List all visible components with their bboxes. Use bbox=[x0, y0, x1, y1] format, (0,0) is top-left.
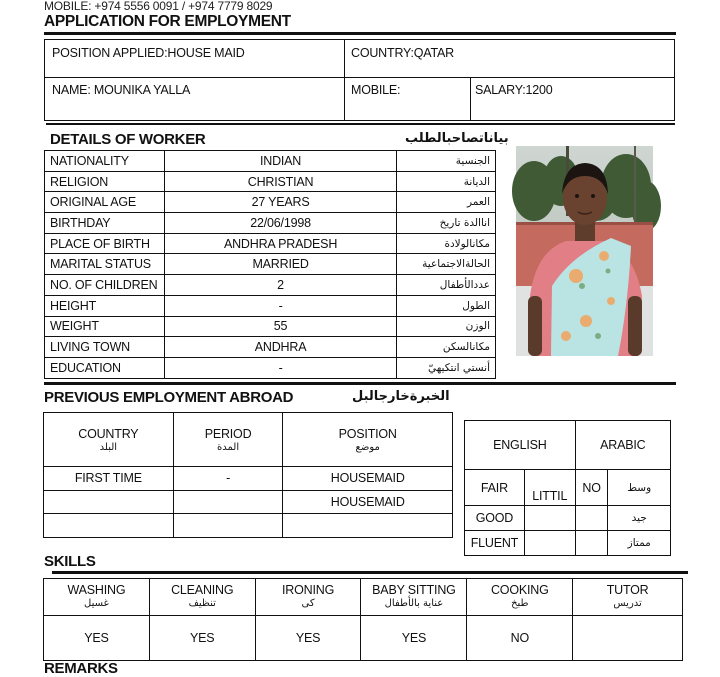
field-value: 2 bbox=[164, 275, 396, 296]
section-title-details: DETAILS OF WORKER bbox=[50, 131, 206, 148]
skill-label: WASHING bbox=[67, 583, 126, 597]
table-row bbox=[45, 357, 496, 378]
field-value: INDIAN bbox=[164, 151, 396, 172]
level-english: FAIR bbox=[465, 470, 525, 506]
skill-header-ironing bbox=[255, 579, 361, 616]
applicant-info-box bbox=[44, 39, 675, 121]
section-title-skills: SKILLS bbox=[44, 553, 96, 570]
table-row bbox=[45, 275, 496, 296]
english-mark: LITTIL bbox=[524, 470, 575, 506]
field-label-ar: الوزن bbox=[397, 316, 496, 337]
field-value: MARRIED bbox=[164, 254, 396, 275]
arabic-mark bbox=[575, 531, 608, 556]
table-row bbox=[45, 192, 496, 213]
cell-position bbox=[283, 514, 453, 538]
field-label: RELIGION bbox=[45, 171, 165, 192]
field-label-ar: الحالةالاجتماعية bbox=[397, 254, 496, 275]
cell-country bbox=[44, 490, 174, 514]
level-arabic: ممتاز bbox=[608, 531, 671, 556]
skill-label-ar: تدريس bbox=[613, 598, 642, 609]
divider bbox=[46, 123, 675, 125]
column-header-country bbox=[44, 413, 174, 467]
field-value: CHRISTIAN bbox=[164, 171, 396, 192]
skill-label-ar: عناية بالأطفال bbox=[384, 598, 444, 609]
skill-value-washing: YES bbox=[44, 616, 150, 661]
field-label-ar: العمر bbox=[397, 192, 496, 213]
table-row bbox=[44, 490, 453, 514]
column-label-ar: المدة bbox=[217, 441, 240, 453]
table-row bbox=[45, 171, 496, 192]
column-header-position bbox=[283, 413, 453, 467]
section-title-previous-employment: PREVIOUS EMPLOYMENT ABROAD bbox=[44, 389, 294, 406]
skill-value-baby-sitting: YES bbox=[361, 616, 467, 661]
field-value: ANDHRA bbox=[164, 337, 396, 358]
field-label: NATIONALITY bbox=[45, 151, 165, 172]
field-label: BIRTHDAY bbox=[45, 213, 165, 234]
column-label-ar: موضع bbox=[355, 441, 380, 453]
field-value: 22/06/1998 bbox=[164, 213, 396, 234]
skill-label-ar: غسيل bbox=[84, 598, 109, 609]
skill-label: TUTOR bbox=[606, 583, 649, 597]
section-title-remarks: REMARKS bbox=[44, 660, 118, 677]
skill-label: CLEANING bbox=[171, 583, 234, 597]
field-label: ORIGINAL AGE bbox=[45, 192, 165, 213]
language-skills-table bbox=[464, 420, 671, 556]
skill-value-cooking: NO bbox=[467, 616, 573, 661]
table-row bbox=[45, 151, 496, 172]
table-row bbox=[45, 254, 496, 275]
skill-header-cooking bbox=[467, 579, 573, 616]
field-label-ar: الجنسية bbox=[397, 151, 496, 172]
field-label: MARITAL STATUS bbox=[45, 254, 165, 275]
skill-header-baby-sitting bbox=[361, 579, 467, 616]
skills-table bbox=[43, 578, 683, 661]
cell-position: HOUSEMAID bbox=[283, 467, 453, 491]
page-title: APPLICATION FOR EMPLOYMENT bbox=[44, 13, 291, 30]
skill-value-tutor bbox=[573, 616, 683, 661]
mobile: MOBILE: bbox=[351, 83, 401, 97]
skill-header-washing bbox=[44, 579, 150, 616]
field-label-ar: اناالدة تاريخ bbox=[397, 213, 496, 234]
column-label: POSITION bbox=[338, 426, 397, 441]
cell-position: HOUSEMAID bbox=[283, 490, 453, 514]
divider bbox=[44, 382, 676, 385]
column-label: PERIOD bbox=[204, 426, 252, 441]
cell-country bbox=[44, 514, 174, 538]
level-arabic: وسط bbox=[608, 470, 671, 506]
level-english: FLUENT bbox=[465, 531, 525, 556]
divider bbox=[470, 77, 471, 120]
skill-label: COOKING bbox=[490, 583, 549, 597]
field-label-ar: أنستي انتكيهيّ bbox=[397, 357, 496, 378]
skill-header-tutor bbox=[573, 579, 683, 616]
skill-value-cleaning: YES bbox=[149, 616, 255, 661]
skill-label-ar: تنظيف bbox=[188, 598, 216, 609]
skill-label-ar: طبخ bbox=[511, 598, 529, 609]
arabic-mark: NO bbox=[575, 470, 608, 506]
level-english: GOOD bbox=[465, 506, 525, 531]
skill-header-cleaning bbox=[149, 579, 255, 616]
field-value: ANDHRA PRADESH bbox=[164, 233, 396, 254]
applicant-name: NAME: MOUNIKA YALLA bbox=[52, 83, 191, 97]
table-row bbox=[45, 316, 496, 337]
field-value: 27 YEARS bbox=[164, 192, 396, 213]
cell-country: FIRST TIME bbox=[44, 467, 174, 491]
field-label: LIVING TOWN bbox=[45, 337, 165, 358]
salary: SALARY:1200 bbox=[475, 83, 553, 97]
level-arabic: جيد bbox=[608, 506, 671, 531]
field-label: WEIGHT bbox=[45, 316, 165, 337]
field-label-ar: عددالأطفال bbox=[397, 275, 496, 296]
divider bbox=[45, 77, 674, 78]
column-label: COUNTRY bbox=[78, 426, 139, 441]
table-row bbox=[44, 467, 453, 491]
column-label-ar: البلد bbox=[99, 441, 118, 453]
table-row bbox=[465, 531, 671, 556]
column-header-english: ENGLISH bbox=[465, 421, 576, 470]
table-row bbox=[465, 506, 671, 531]
field-label-ar: الديانة bbox=[397, 171, 496, 192]
skill-label: BABY SITTING bbox=[372, 583, 456, 597]
field-label: HEIGHT bbox=[45, 295, 165, 316]
cell-period bbox=[173, 514, 283, 538]
field-value: - bbox=[164, 357, 396, 378]
arabic-mark bbox=[575, 506, 608, 531]
cell-period bbox=[173, 490, 283, 514]
divider bbox=[344, 40, 345, 120]
applicant-photo bbox=[516, 146, 653, 356]
table-row bbox=[44, 616, 683, 661]
table-row bbox=[45, 337, 496, 358]
divider bbox=[52, 571, 688, 574]
field-label: PLACE OF BIRTH bbox=[45, 233, 165, 254]
section-title-previous-employment-ar: الخبرةخارجالبل bbox=[352, 389, 450, 404]
field-value: 55 bbox=[164, 316, 396, 337]
field-label-ar: الطول bbox=[397, 295, 496, 316]
table-row bbox=[45, 213, 496, 234]
worker-details-table bbox=[44, 150, 496, 379]
table-row bbox=[465, 470, 671, 506]
previous-employment-table bbox=[43, 412, 453, 538]
field-label-ar: مكانالسكن bbox=[397, 337, 496, 358]
position-applied: POSITION APPLIED:HOUSE MAID bbox=[52, 46, 245, 60]
skill-label: IRONING bbox=[282, 583, 335, 597]
field-label: NO. OF CHILDREN bbox=[45, 275, 165, 296]
contact-mobile-line: MOBILE: +974 5556 0091 / +974 7779 8029 bbox=[44, 0, 273, 13]
table-row bbox=[45, 295, 496, 316]
section-title-details-ar: بياناتصاحبالطلب bbox=[405, 131, 509, 146]
cell-period: - bbox=[173, 467, 283, 491]
table-row bbox=[45, 233, 496, 254]
country: COUNTRY:QATAR bbox=[351, 46, 454, 60]
field-value: - bbox=[164, 295, 396, 316]
field-label-ar: مكانالولادة bbox=[397, 233, 496, 254]
english-mark bbox=[524, 531, 575, 556]
english-mark bbox=[524, 506, 575, 531]
field-label: EDUCATION bbox=[45, 357, 165, 378]
divider bbox=[44, 32, 676, 35]
skill-label-ar: کی bbox=[301, 598, 315, 609]
column-header-arabic: ARABIC bbox=[575, 421, 670, 470]
table-row bbox=[44, 514, 453, 538]
skill-value-ironing: YES bbox=[255, 616, 361, 661]
column-header-period bbox=[173, 413, 283, 467]
